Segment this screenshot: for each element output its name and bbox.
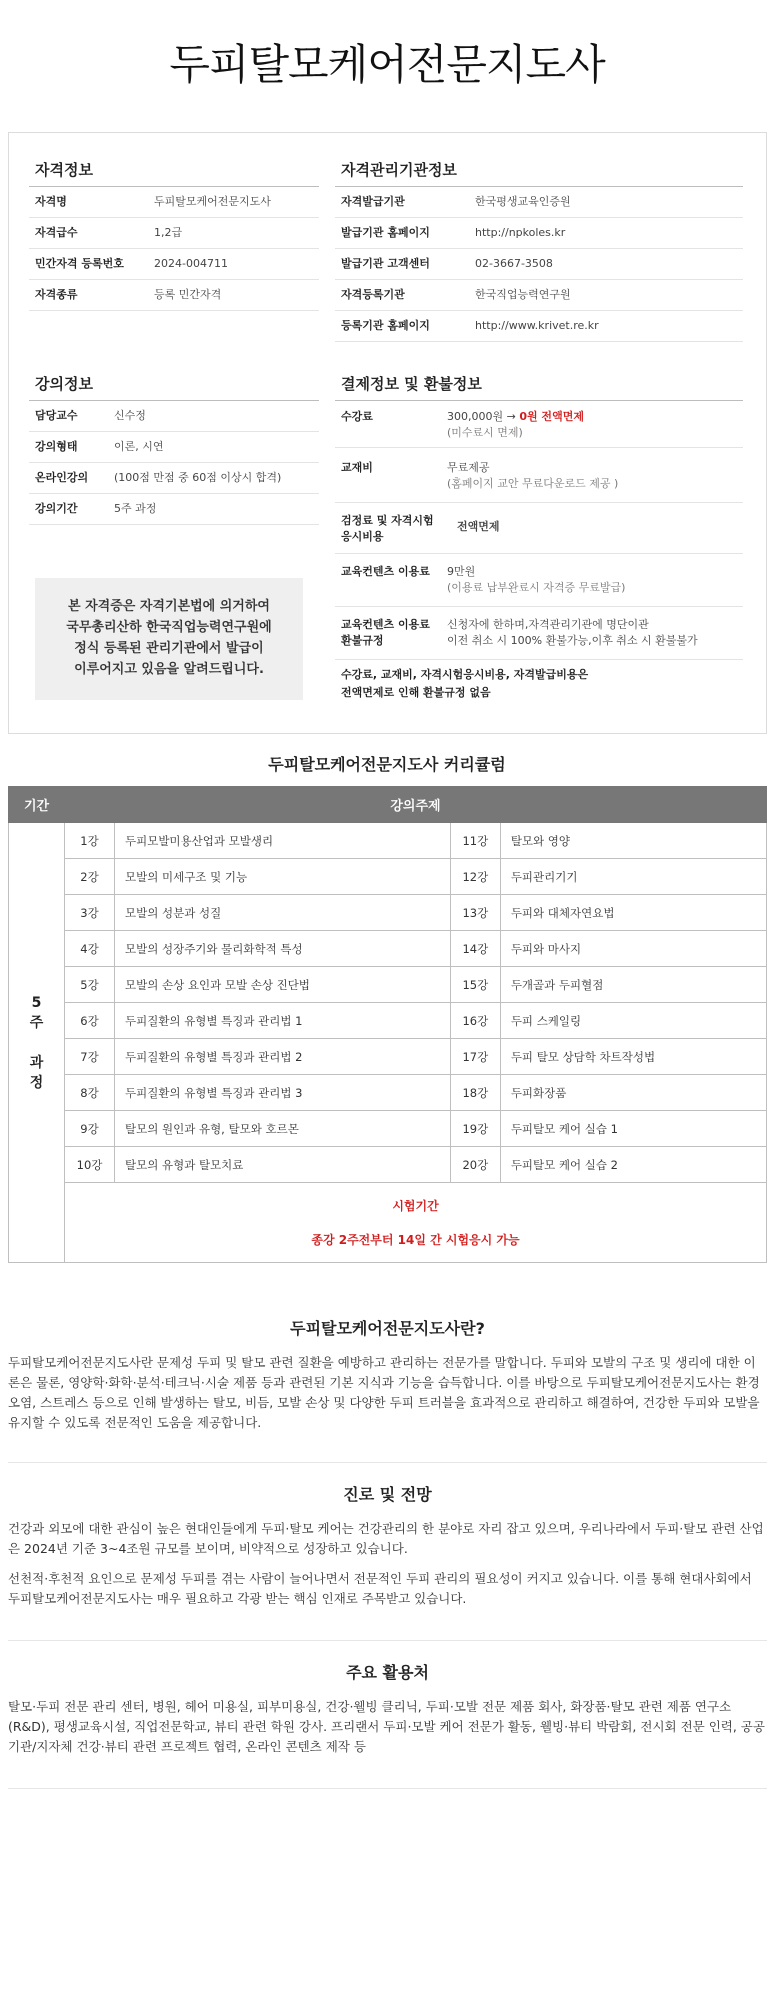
table-row: [9, 1075, 767, 1111]
notice-line: 본 자격증은 자격기본법에 의거하여: [68, 599, 270, 614]
info-key: [335, 513, 447, 545]
section-divider: [8, 1462, 767, 1463]
lecture-info: [29, 371, 319, 525]
table-row: [9, 1003, 767, 1039]
exam-period-desc: 종강 2주전부터 14일 간 시험응시 가능: [311, 1232, 520, 1247]
info-row: [335, 218, 743, 249]
lesson-topic: 모발의 손상 요인과 모발 손상 진단법: [115, 967, 451, 1003]
info-key: 발급기관 홈페이지: [341, 226, 430, 239]
info-value: 한국평생교육인증원: [475, 195, 571, 208]
info-row: [29, 494, 319, 525]
payment-info-heading: 결제정보 및 환불정보: [335, 371, 743, 401]
lesson-topic: 두피 탈모 상담학 차트작성법: [500, 1039, 766, 1075]
period-char: 5: [31, 994, 42, 1011]
payment-info: [335, 371, 743, 702]
info-value: (100점 만점 중 60점 이상시 합격): [114, 471, 282, 484]
management-info-heading: 자격관리기관정보: [335, 157, 743, 187]
period-cell: [9, 823, 65, 1263]
info-row: [29, 218, 319, 249]
exam-key-line1: 검정료 및 자격시험: [341, 514, 434, 527]
payment-note: [335, 660, 743, 702]
career-title: 진로 및 전망: [343, 1485, 432, 1504]
lesson-number: 20강: [450, 1147, 500, 1183]
book-value: 무료제공: [447, 461, 490, 474]
info-row: [29, 432, 319, 463]
notice-box: [35, 578, 303, 700]
info-value: [447, 564, 743, 596]
lesson-number: 17강: [450, 1039, 500, 1075]
career-paragraph: 건강과 외모에 대한 관심이 높은 현대인들에게 두피·탈모 케어는 건강관리의 한 분야로 자리 잡고 있으며, 우리나라에서 두피·탈모 관련 산업은 2024년 기준 3~4조원 규모를 보이며, 비약적으로 성장하고 있습니다.: [8, 1521, 764, 1556]
lesson-topic: 모발의 성분과 성질: [115, 895, 451, 931]
info-value: 이론, 시연: [114, 440, 164, 453]
exam-period-cell: [65, 1183, 767, 1263]
table-row: [9, 823, 767, 859]
notice-line: 정식 등록된 관리기관에서 발급이: [74, 641, 264, 656]
refund-line1: 신청자에 한하며,자격관리기관에 명단이관: [447, 618, 649, 631]
qualification-info-heading: 자격정보: [29, 157, 319, 187]
fee-sub: (미수료시 면제): [447, 426, 523, 439]
lesson-topic: 두피와 대체자연요법: [500, 895, 766, 931]
info-key: 자격급수: [35, 226, 78, 239]
info-value: 5주 과정: [114, 502, 157, 515]
period-header: 기간: [9, 787, 65, 823]
lesson-topic: 탈모의 유형과 탈모치료: [115, 1147, 451, 1183]
info-key: 수강료: [341, 410, 373, 423]
lesson-number: 13강: [450, 895, 500, 931]
payment-note-line1: 수강료, 교재비, 자격시험응시비용, 자격발급비용은: [341, 668, 589, 681]
homepage-link[interactable]: http://www.krivet.re.kr: [475, 319, 599, 332]
lesson-number: 2강: [65, 859, 115, 895]
qualification-info: [29, 157, 319, 311]
about-paragraph: 두피탈모케어전문지도사란 문제성 두피 및 탈모 관련 질환을 예방하고 관리하는 전문가를 말합니다. 두피와 모발의 구조 및 생리에 대한 이론은 물론, 영양학·화학·분석·테크닉·시술 제품 등과 관련된 기본 지식과 기능을 습득합니다. 이를 바탕으로 두피탈모케어전문지도사는 환경오염, 스트레스 등으로 인해 발생하는 탈모, 비듬, 모발 손상 및 다양한 두피 트러블을 효과적으로 관리하고 해결하여, 건강한 두피와 모발을 유지할 수 있도록 전문적인 도움을 제공합니다.: [8, 1355, 760, 1430]
lesson-number: 12강: [450, 859, 500, 895]
lecture-info-heading: 강의정보: [29, 371, 319, 401]
lesson-number: 4강: [65, 931, 115, 967]
period-char: 정: [29, 1074, 44, 1091]
lesson-number: 19강: [450, 1111, 500, 1147]
info-value: 한국직업능력연구원: [475, 288, 571, 301]
lesson-topic: 모발의 미세구조 및 기능: [115, 859, 451, 895]
lesson-topic: 두피 스케일링: [500, 1003, 766, 1039]
info-key: 담당교수: [35, 409, 78, 422]
curriculum-title: 두피탈모케어전문지도사 커리큘럼: [268, 755, 506, 774]
about-title: 두피탈모케어전문지도사란?: [290, 1319, 485, 1338]
info-key: 발급기관 고객센터: [341, 257, 430, 270]
lesson-topic: 두피질환의 유형별 특징과 관리법 1: [115, 1003, 451, 1039]
fee-free: 0원 전액면제: [519, 410, 584, 423]
lesson-number: 6강: [65, 1003, 115, 1039]
exam-key-line2: 응시비용: [341, 530, 384, 543]
career-section: [8, 1482, 767, 1619]
topic-header: 강의주제: [65, 787, 767, 823]
exam-period-title: 시험기간: [392, 1198, 439, 1213]
lesson-topic: 두개골과 두피혈점: [500, 967, 766, 1003]
table-row: [9, 895, 767, 931]
curriculum-header-row: [9, 787, 767, 823]
table-row: [9, 1039, 767, 1075]
info-row: [29, 249, 319, 280]
page-title: 두피탈모케어전문지도사: [169, 40, 605, 89]
section-divider: [8, 1788, 767, 1789]
lesson-topic: 두피질환의 유형별 특징과 관리법 2: [115, 1039, 451, 1075]
info-row: [335, 249, 743, 280]
lesson-number: 9강: [65, 1111, 115, 1147]
lesson-topic: 탈모와 영양: [500, 823, 766, 859]
info-value: 신수정: [114, 409, 146, 422]
lesson-topic: 두피질환의 유형별 특징과 관리법 3: [115, 1075, 451, 1111]
lesson-number: 16강: [450, 1003, 500, 1039]
info-key: [335, 617, 447, 649]
homepage-link[interactable]: http://npkoles.kr: [475, 226, 566, 239]
info-key: 자격종류: [35, 288, 78, 301]
pay-row-exam: [335, 503, 743, 554]
notice-line: 이루어지고 있음을 알려드립니다.: [74, 662, 264, 677]
info-value: [447, 409, 743, 441]
about-section: [8, 1316, 767, 1443]
lesson-number: 1강: [65, 823, 115, 859]
lesson-topic: 두피탈모 케어 실습 1: [500, 1111, 766, 1147]
info-row: [335, 187, 743, 218]
info-value: 1,2급: [154, 226, 183, 239]
lesson-topic: 모발의 성장주기와 물리화학적 특성: [115, 931, 451, 967]
lesson-number: 11강: [450, 823, 500, 859]
info-value: 두피탈모케어전문지도사: [154, 195, 271, 208]
pay-row-fee: [335, 401, 743, 448]
info-value: 등록 민간자격: [154, 288, 222, 301]
lesson-topic: 두피관리기기: [500, 859, 766, 895]
table-row: [9, 1147, 767, 1183]
usage-title: 주요 활용처: [346, 1663, 429, 1682]
info-key: 강의형태: [35, 440, 78, 453]
lesson-number: 15강: [450, 967, 500, 1003]
info-key: 자격등록기관: [341, 288, 405, 301]
pay-row-refund: [335, 607, 743, 660]
lesson-number: 14강: [450, 931, 500, 967]
info-row: [29, 401, 319, 432]
lesson-topic: 두피와 마사지: [500, 931, 766, 967]
exam-row: [9, 1183, 767, 1263]
table-row: [9, 967, 767, 1003]
lesson-topic: 두피화장품: [500, 1075, 766, 1111]
career-paragraph: 선천적·후천적 요인으로 문제성 두피를 겪는 사람이 늘어나면서 전문적인 두피 관리의 필요성이 커지고 있습니다. 이를 통해 현대사회에서 두피탈모케어전문지도사는 매우 필요하고 각광 받는 핵심 인재로 주목받고 있습니다.: [8, 1571, 752, 1606]
payment-note-line2: 전액면제로 인해 환불규정 없음: [341, 686, 491, 699]
period-char: 과: [29, 1054, 44, 1071]
table-row: [9, 931, 767, 967]
lesson-topic: 두피모발미용산업과 모발생리: [115, 823, 451, 859]
lesson-number: 5강: [65, 967, 115, 1003]
lesson-number: 10강: [65, 1147, 115, 1183]
info-key: 온라인강의: [35, 471, 89, 484]
info-value: [447, 617, 743, 649]
notice-line: 국무총리산하 한국직업능력연구원에: [66, 620, 272, 635]
info-key: 교재비: [341, 461, 373, 474]
info-key: 민간자격 등록번호: [35, 257, 124, 270]
content-value: 9만원: [447, 565, 476, 578]
table-row: [9, 859, 767, 895]
info-value: 02-3667-3508: [475, 257, 553, 270]
table-row: [9, 1111, 767, 1147]
info-key: 자격발급기관: [341, 195, 405, 208]
info-value: 2024-004711: [154, 257, 228, 270]
lesson-number: 18강: [450, 1075, 500, 1111]
refund-key-line2: 환불규정: [341, 634, 384, 647]
lesson-topic: 두피탈모 케어 실습 2: [500, 1147, 766, 1183]
info-row: [335, 311, 743, 342]
info-row: [29, 280, 319, 311]
info-key: 교육컨텐츠 이용료: [341, 565, 430, 578]
book-sub: (홈페이지 교안 무료다운로드 제공 ): [447, 477, 619, 490]
pay-row-book: [335, 448, 743, 503]
refund-line2: 이전 취소 시 100% 환불가능,이후 취소 시 환불불가: [447, 634, 698, 647]
info-key: 등록기관 홈페이지: [341, 319, 430, 332]
pay-row-content: [335, 554, 743, 607]
exam-value: 전액면제: [457, 520, 500, 533]
content-sub: (이용료 납부완료시 자격증 무료발급): [447, 581, 626, 594]
lesson-topic: 탈모의 원인과 유형, 탈모와 호르몬: [115, 1111, 451, 1147]
period-char: 주: [29, 1014, 44, 1031]
info-row: [29, 187, 319, 218]
info-value: [447, 460, 743, 492]
info-row: [335, 280, 743, 311]
info-row: [29, 463, 319, 494]
usage-section: [8, 1660, 767, 1767]
refund-key-line1: 교육컨텐츠 이용료: [341, 618, 430, 631]
management-info: [335, 157, 743, 342]
section-divider: [8, 1640, 767, 1641]
info-key: 강의기간: [35, 502, 78, 515]
lesson-number: 3강: [65, 895, 115, 931]
lesson-number: 7강: [65, 1039, 115, 1075]
fee-original: 300,000원 →: [447, 410, 516, 423]
curriculum-table: [8, 786, 767, 1263]
lesson-number: 8강: [65, 1075, 115, 1111]
info-key: 자격명: [35, 195, 67, 208]
usage-paragraph: 탈모·두피 전문 관리 센터, 병원, 헤어 미용실, 피부미용실, 건강·웰빙 클리닉, 두피·모발 전문 제품 회사, 화장품·탈모 관련 제품 연구소(R&D), 평생교육시설, 직업전문학교, 뷰티 관련 학원 강사. 프리랜서 두피·모발 케어 전문가 활동, 웰빙·뷰티 박람회, 전시회 전문 인력, 공공기관/지자체 건강·뷰티 관련 프로젝트 협력, 온라인 콘텐츠 제작 등: [8, 1699, 765, 1754]
